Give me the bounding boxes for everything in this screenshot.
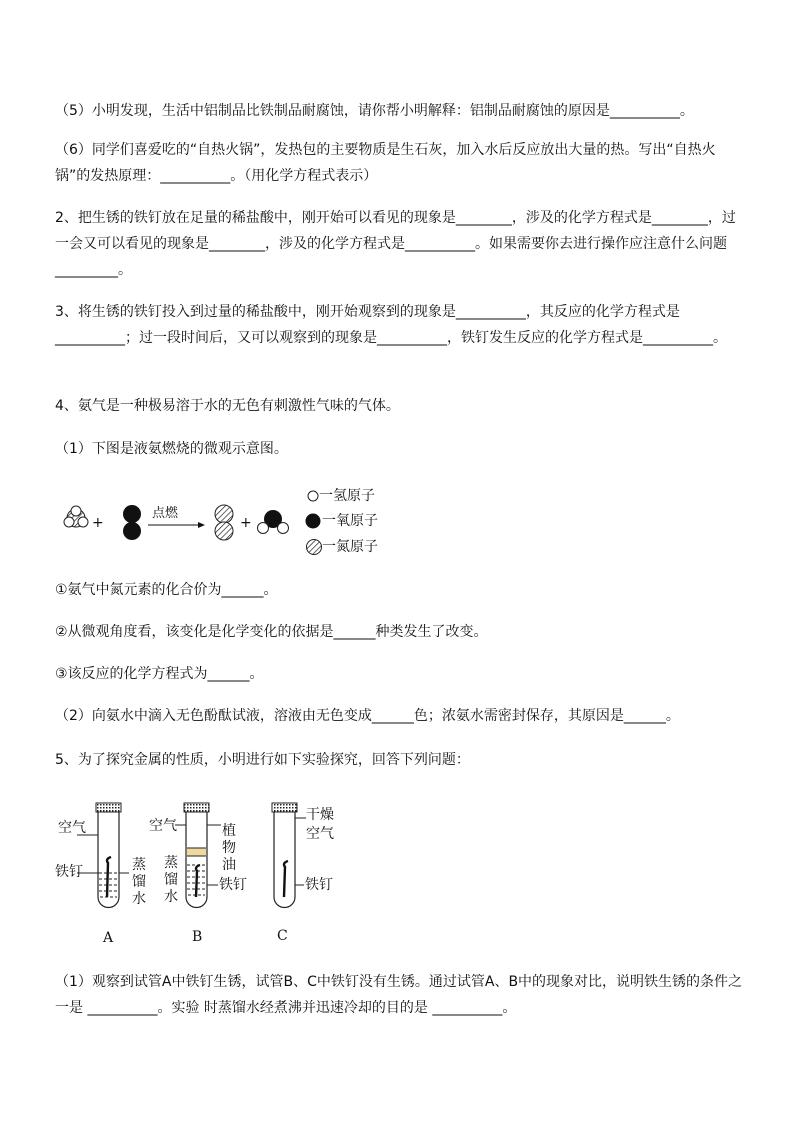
tube-a-nail-label: 铁钉 bbox=[55, 864, 83, 880]
tube-a-air-label: 空气 bbox=[58, 820, 86, 836]
arrow-icon bbox=[148, 522, 205, 528]
reaction-condition: 点燃 bbox=[152, 506, 179, 521]
tube-a bbox=[77, 803, 129, 908]
tube-c-name: C bbox=[277, 928, 288, 944]
tube-c-nail-label: 铁钉 bbox=[305, 877, 333, 893]
question-2: 2、把生锈的铁钉放在足量的稀盐酸中，刚开始可以看见的现象是________，涉及的化学方程式是________，过一会又可以看见的现象是________，涉及的化学方程式是__________。如果需要你去进行操作应注意什么问题_________。 bbox=[55, 210, 736, 278]
legend-nitrogen-icon bbox=[307, 540, 322, 555]
tube-b bbox=[175, 803, 221, 908]
legend-oxygen-label: 一氧原子 bbox=[322, 513, 378, 529]
tube-b-oil-label: 植物油 bbox=[222, 823, 236, 873]
question-4-2: （2）向氨水中滴入无色酚酞试液，溶液由无色变成______色；浓氨水需密封保存，其原因是______。 bbox=[55, 708, 680, 724]
tube-a-water-label: 蒸馏水 bbox=[132, 857, 146, 907]
question-5: 5、为了探究金属的性质，小明进行如下实验探究，回答下列问题： bbox=[55, 752, 470, 768]
legend-nitrogen-label: 一氮原子 bbox=[322, 539, 378, 555]
tube-b-name: B bbox=[192, 929, 203, 945]
legend-hydrogen-label: 一氢原子 bbox=[319, 488, 375, 504]
question-4-1-1: ①氨气中氮元素的化合价为______。 bbox=[55, 582, 278, 598]
test-tube-figure bbox=[55, 795, 375, 950]
plus-sign: + bbox=[240, 515, 252, 531]
tube-b-nail-label: 铁钉 bbox=[219, 877, 247, 893]
tube-b-air-label: 空气 bbox=[149, 818, 177, 834]
question-4-1-2: ②从微观角度看，该变化是化学变化的依据是______种类发生了改变。 bbox=[55, 624, 488, 640]
question-4: 4、氨气是一种极易溶于水的无色有刺激性气味的气体。 bbox=[55, 398, 400, 414]
reaction-diagram bbox=[60, 484, 400, 564]
tube-b-water-label: 蒸馏水 bbox=[164, 855, 178, 905]
oil-layer bbox=[187, 848, 206, 856]
tube-c-dry-label-1: 干燥 bbox=[306, 807, 334, 823]
legend-hydrogen-icon bbox=[308, 491, 318, 501]
question-3: 3、将生锈的铁钉投入到过量的稀盐酸中，刚开始观察到的现象是__________，其反应的化学方程式是__________；过一段时间后，又可以观察到的现象是__________，铁钉发生反应的化学方程式是__________。 bbox=[55, 304, 727, 346]
oxygen-molecule-icon bbox=[123, 505, 141, 540]
plus-sign: + bbox=[92, 515, 104, 531]
iron-nail-icon bbox=[196, 865, 200, 897]
question-5-6: （6）同学们喜爱吃的“自热火锅”，发热包的主要物质是生石灰，加入水后反应放出大量的热。写出“自热火锅”的发热原理：__________。（用化学方程式表示） bbox=[55, 142, 716, 184]
nitrogen-molecule-icon bbox=[215, 505, 233, 540]
question-5-1: （1）观察到试管A中铁钉生锈，试管B、C中铁钉没有生锈。通过试管A、B中的现象对比，说明铁生锈的条件之一是 __________。实验 时蒸馏水经煮沸并迅速冷却的目的是 __________。 bbox=[55, 974, 743, 1016]
tube-c-dry-label-2: 空气 bbox=[306, 826, 334, 842]
tube-a-name: A bbox=[103, 930, 114, 946]
tube-c bbox=[272, 803, 306, 908]
question-5-5: （5）小明发现，生活中铝制品比铁制品耐腐蚀，请你帮小明解释：铝制品耐腐蚀的原因是__________。 bbox=[55, 103, 694, 119]
iron-nail-icon bbox=[284, 861, 288, 897]
question-4-1: （1）下图是液氨燃烧的微观示意图。 bbox=[55, 441, 288, 457]
question-4-1-3: ③该反应的化学方程式为______。 bbox=[55, 666, 264, 682]
legend-oxygen-icon bbox=[306, 514, 321, 529]
ammonia-molecule-icon bbox=[64, 506, 88, 527]
water-molecule-icon bbox=[258, 510, 289, 534]
